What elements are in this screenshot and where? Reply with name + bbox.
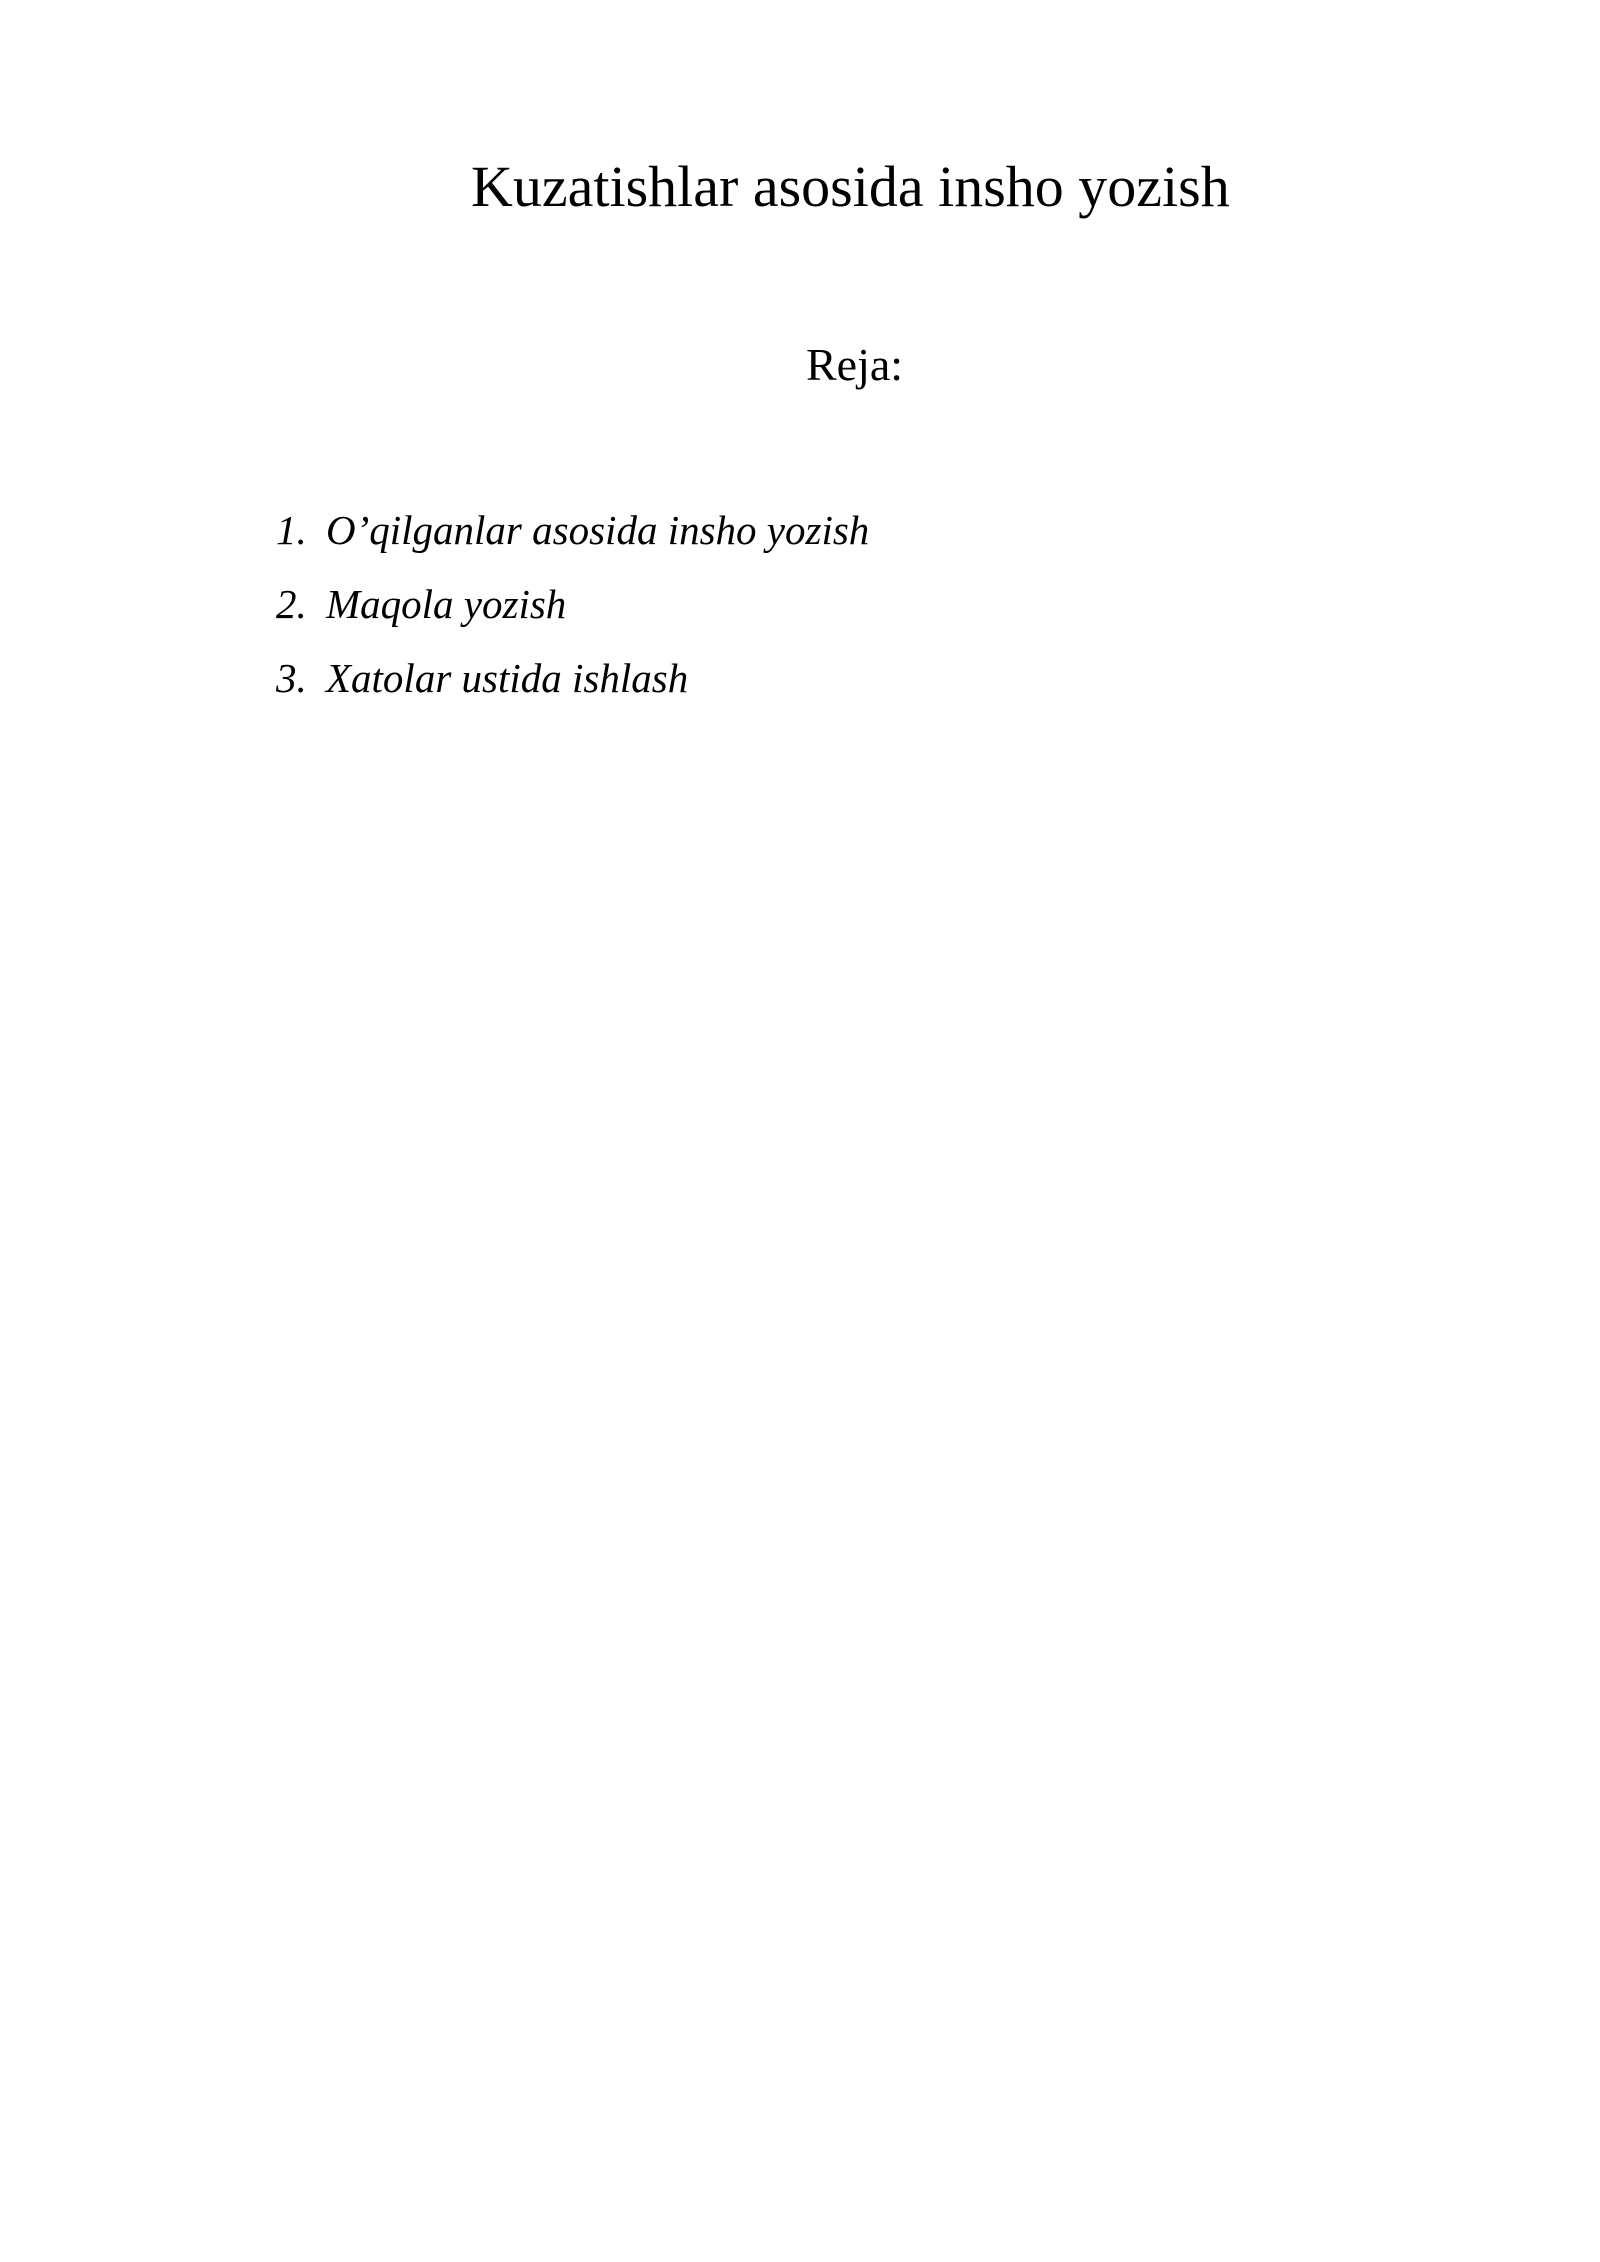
plan-item-text: Xatolar ustida ishlash [326,655,689,701]
plan-item-number: 1. [276,507,307,553]
plan-item-text: Maqola yozish [326,581,567,627]
plan-heading: Reja: [806,339,904,390]
plan-item-text: O’qilganlar asosida insho yozish [326,507,870,553]
plan-item-number: 3. [276,655,307,701]
document-title-text: Kuzatishlar asosida insho yozish [471,154,1230,219]
plan-item-number: 2. [276,581,307,627]
